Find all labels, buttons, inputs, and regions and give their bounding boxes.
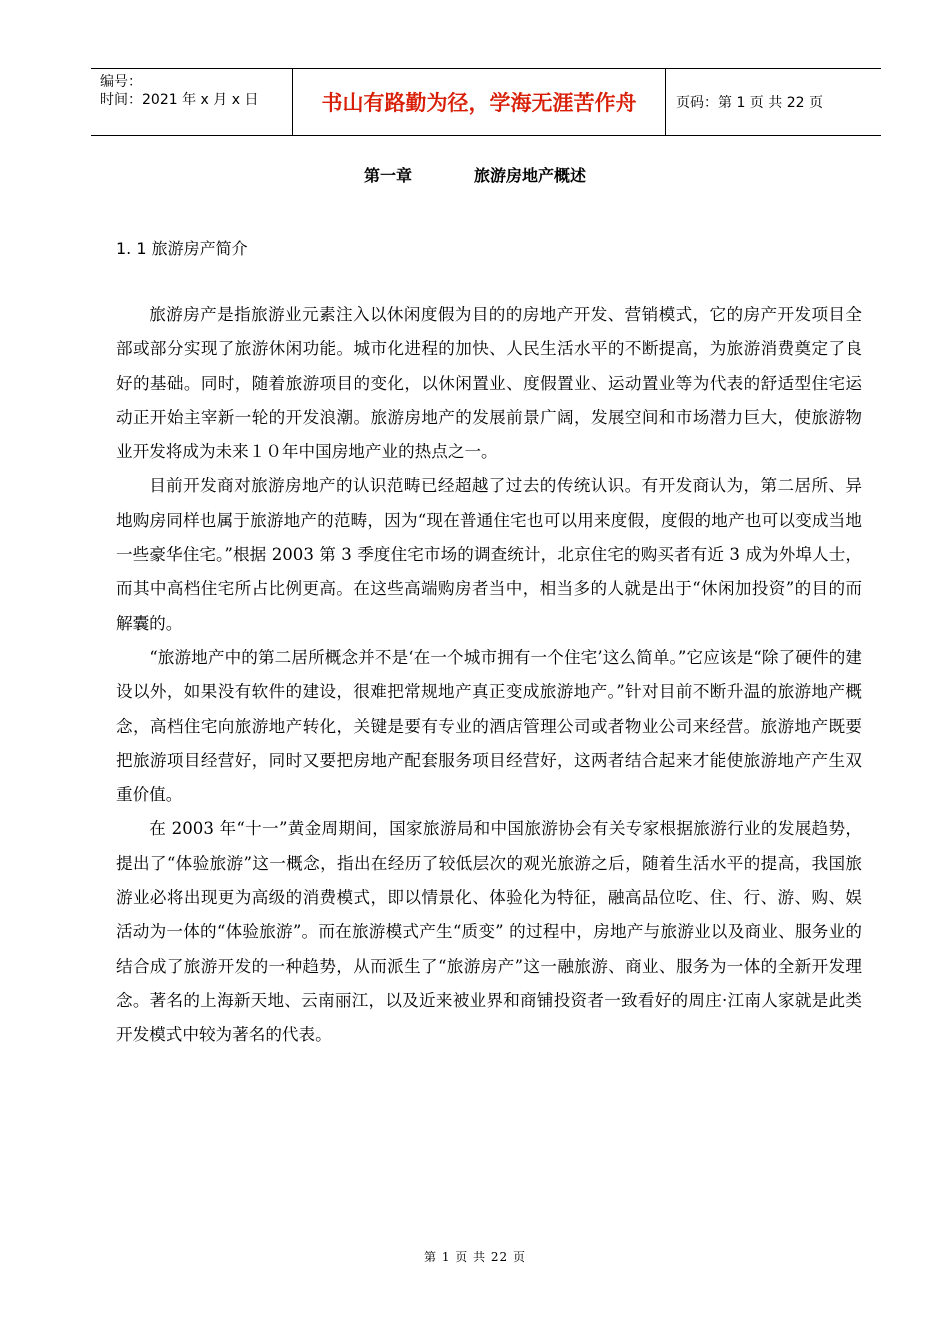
paragraph: 在 2003 年“十一”黄金周期间，国家旅游局和中国旅游协会有关专家根据旅游行业的发展趋势，提出了“体验旅游”这一概念，指出在经历了较低层次的观光旅游之后，随着生活水平的提高，我国旅游业必将出现更为高级的消费模式，即以情景化、体验化为特征，融高品位吃、住、行、游、购、娱活动为一体的“体验旅游”。而在旅游模式产生“质变” 的过程中，房地产与旅游业以及商业、服务业的结合成了旅游开发的一种趋势，从而派生了“旅游房产”这一融旅游、商业、服务为一体的全新开发理念。著名的上海新天地、云南丽江，以及近来被业界和商铺投资者一致看好的周庄·江南人家就是此类开发模式中较为著名的代表。: [116, 819, 862, 1045]
chapter-number: 第一章: [363, 166, 412, 185]
header-meta-cell: [91, 69, 293, 135]
document-header: [91, 68, 881, 136]
paragraph: “旅游地产中的第二居所概念并不是‘在一个城市拥有一个住宅’这么简单。”它应该是“除了硬件的建设以外，如果没有软件的建设，很难把常规地产真正变成旅游地产。”针对目前不断升温的旅游地产概念，高档住宅向旅游地产转化，关键是要有专业的酒店管理公司或者物业公司来经营。旅游地产既要把旅游项目经营好，同时又要把房地产配套服务项目经营好，这两者结合起来才能使旅游地产产生双重价值。: [116, 647, 862, 805]
chapter-name: 旅游房地产概述: [474, 166, 587, 185]
header-motto: 书山有路勤为径，学海无涯苦作舟: [293, 69, 666, 135]
page-footer: 第 1 页 共 22 页: [424, 1250, 526, 1264]
document-number-label: 编号：: [100, 74, 142, 90]
header-page-info: 页码：第 1 页 共 22 页: [676, 95, 823, 111]
document-time-label: 时间：2021 年 x 月 x 日: [100, 92, 259, 108]
section-heading: 1. 1 旅游房产简介: [116, 239, 248, 258]
paragraph: 旅游房产是指旅游业元素注入以休闲度假为目的的房地产开发、营销模式，它的房产开发项目全部或部分实现了旅游休闲功能。城市化进程的加快、人民生活水平的不断提高，为旅游消费奠定了良好的基础。同时，随着旅游项目的变化，以休闲置业、度假置业、运动置业等为代表的舒适型住宅运动正开始主宰新一轮的开发浪潮。旅游房地产的发展前景广阔，发展空间和市场潜力巨大，使旅游物业开发将成为未来１０年中国房地产业的热点之一。: [116, 305, 862, 462]
body-text: [116, 298, 862, 1053]
paragraph: 目前开发商对旅游房地产的认识范畴已经超越了过去的传统认识。有开发商认为，第二居所、异地购房同样也属于旅游地产的范畴，因为“现在普通住宅也可以用来度假，度假的地产也可以变成当地一些豪华住宅。”根据 2003 第 3 季度住宅市场的调查统计，北京住宅的购买者有近 3 成为外埠人士，而其中高档住宅所占比例更高。在这些高端购房者当中，相当多的人就是出于“休闲加投资”的目的而解囊的。: [116, 476, 862, 633]
chapter-title: [0, 163, 950, 186]
